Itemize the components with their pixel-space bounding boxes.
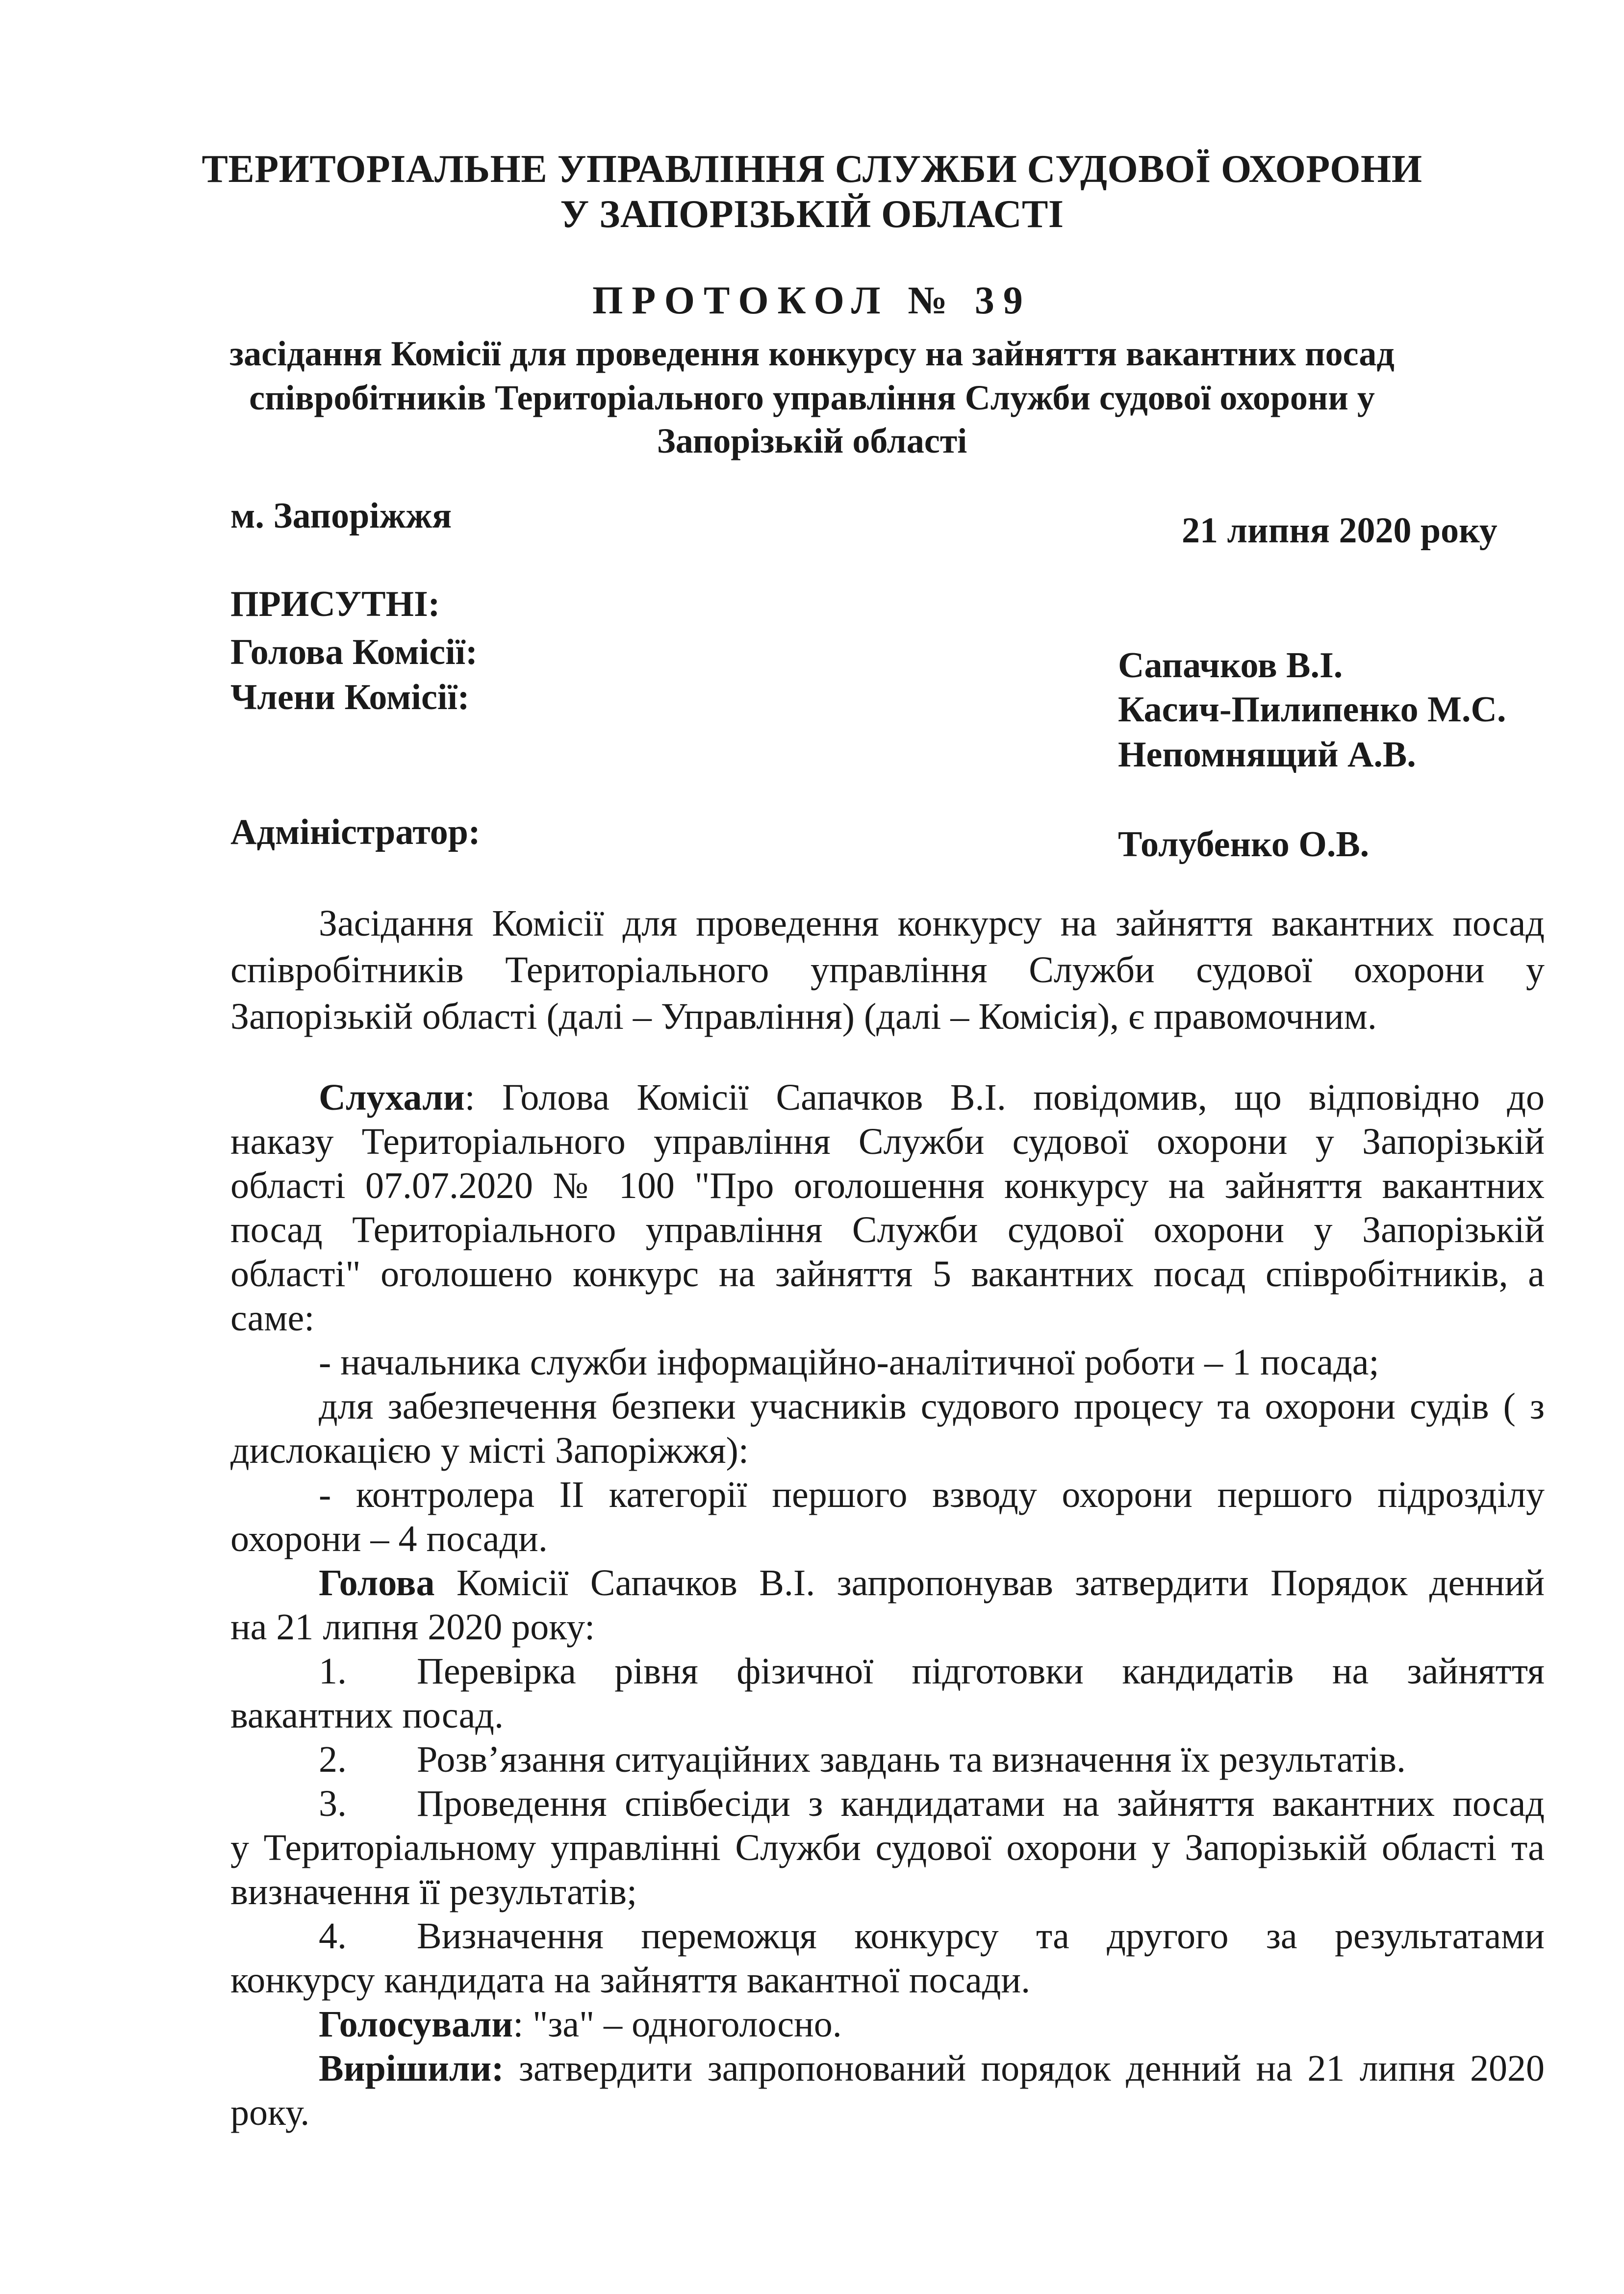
agenda-item-2-number: 2. [319,1739,347,1780]
attendees-heading: ПРИСУТНІ: [230,584,440,624]
agenda-item-3-line1: Проведення співбесіди з кандидатами на зайняття вакантних посад [417,1783,1545,1824]
agenda-item-2-line1: Розв’язання ситуаційних завдань та визначення їх результатів. [417,1739,1406,1780]
org-name-line2: У ЗАПОРІЗЬКІЙ ОБЛАСТІ [560,193,1064,236]
heard-line1: Слухали: Голова Комісії Сапачков В.І. повідомив, що відповідно до [319,1077,1545,1118]
date: 21 липня 2020 року [1182,510,1497,551]
members-role: Члени Комісії: [230,677,470,717]
agenda-item-3-line2: у Територіальному управлінні Служби судової охорони у Запорізькій області та [230,1827,1545,1868]
member-name-1: Касич-Пилипенко М.С. [1118,689,1506,730]
voted-label: Голосували [319,2004,513,2045]
agenda-item-1-line2: вакантних посад. [230,1695,504,1736]
head-label: Голова [319,1562,435,1604]
heard-line5: області" оголошено конкурс на зайняття 5 вакантних посад співробітників, а [230,1253,1545,1295]
agenda-item-4-number: 4. [319,1915,347,1957]
agenda-item-1-number: 1. [319,1651,347,1692]
para1-line2: співробітників Територіального управління Служби судової охорони у [230,949,1545,991]
agenda-item-3-line3: визначення її результатів; [230,1871,637,1912]
chair-name: Сапачков В.І. [1118,645,1343,686]
position-2-line2: охорони – 4 посади. [230,1518,548,1559]
para1-line1: Засідання Комісії для проведення конкурсу на зайняття вакантних посад [319,903,1545,944]
agenda-item-4-line1: Визначення переможця конкурсу та другого за результатами [417,1915,1545,1957]
heard-line6: саме: [230,1298,315,1339]
head-line2: на 21 липня 2020 року: [230,1606,595,1648]
decided-line1: Вирішили: затвердити запропонований порядок денний на 21 липня 2020 [319,2048,1545,2089]
org-name-line1: ТЕРИТОРІАЛЬНЕ УПРАВЛІННЯ СЛУЖБИ СУДОВОЇ ОХОРОНИ [202,148,1422,191]
heard-line4: посад Територіального управління Служби судової охорони у Запорізькій [230,1209,1545,1250]
decided-label: Вирішили: [319,2048,504,2089]
admin-role: Адміністратор: [230,812,481,852]
admin-name: Толубенко О.В. [1118,824,1370,865]
head-line1: Голова Комісії Сапачков В.І. запропонував затвердити Порядок денний [319,1562,1545,1604]
protocol-subtitle-line2: співробітників Територіального управління Служби судової охорони у [249,378,1375,417]
agenda-item-4-line2: конкурсу кандидата на зайняття вакантної посади. [230,1960,1031,2001]
heard-line3: області 07.07.2020 № 100 "Про оголошення конкурсу на зайняття вакантних [230,1165,1545,1206]
voted-line: Голосували: "за" – одноголосно. [319,2004,842,2045]
city: м. Запоріжжя [230,496,452,536]
protocol-subtitle-line3: Запорізькій області [657,421,967,460]
para1-line3: Запорізькій області (далі – Управління) (далі – Комісія), є правомочним. [230,996,1377,1037]
agenda-item-3-number: 3. [319,1783,347,1824]
security-line2: дислокацією у місті Запоріжжя): [230,1430,749,1471]
heard-label: Слухали [319,1077,465,1118]
decided-line2: року. [230,2092,310,2133]
heard-line2: наказу Територіального управління Служби судової охорони у Запорізькій [230,1121,1545,1162]
agenda-item-1-line1: Перевірка рівня фізичної підготовки кандидатів на зайняття [417,1651,1545,1692]
security-line1: для забезпечення безпеки учасників судового процесу та охорони судів ( з [319,1386,1545,1427]
member-name-2: Непомнящий А.В. [1118,735,1416,775]
position-2-line1: - контролера ІІ категорії першого взводу охорони першого підрозділу [319,1474,1545,1515]
protocol-title: ПРОТОКОЛ № 39 [592,279,1032,322]
protocol-subtitle-line1: засідання Комісії для проведення конкурсу на зайняття вакантних посад [229,334,1395,373]
position-1: - начальника служби інформаційно-аналітичної роботи – 1 посада; [319,1342,1379,1383]
chair-role: Голова Комісії: [230,632,478,672]
